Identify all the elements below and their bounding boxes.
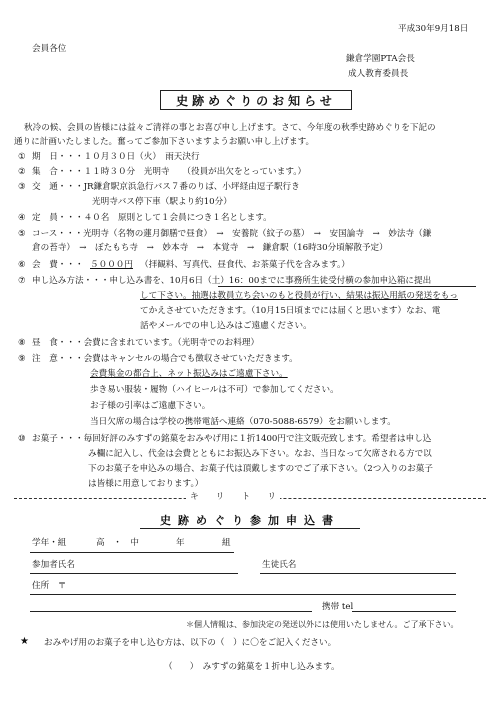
item-num: ① [18, 152, 26, 162]
student-name-field[interactable] [260, 573, 456, 574]
item-sweets-1: お菓子・・・毎回好評のみすずの銘菓をおみやげ用に１折1400円で注文販売致します。希望者は申し込 [32, 434, 432, 444]
item-caution-4: お子様の引率はご遠慮下さい。 [90, 401, 211, 411]
address-field-2[interactable] [30, 611, 312, 612]
grade-field[interactable] [30, 552, 234, 553]
item-num: ② [18, 167, 26, 177]
item-num: ⑥ [18, 260, 26, 270]
item-sweets-3: 下のお菓子を申込みの場合、お菓子代は頂戴しますのでご了承下さい。（2つ入りのお菓子 [88, 464, 433, 474]
document-date: 平成30年9月18日 [398, 24, 469, 34]
item-transport: 交 通・・・JR鎌倉駅京浜急行バス７番のりば、小坪経由逗子駅行き [32, 182, 300, 192]
item-lunch: 昼 食・・・会費に含まれています。（光明寺でのお料理） [32, 338, 260, 348]
school-levels: 高 ・ 中 [96, 538, 139, 548]
address-label: 住所 〒 [32, 581, 67, 591]
address-field[interactable] [30, 594, 456, 595]
addressee: 会員各位 [32, 44, 67, 54]
item-meeting: 集 合・・・１１時３０分 光明寺 （役員が出欠をとっています。） [32, 167, 307, 177]
item-fee-amount: ５０００円 [90, 260, 133, 270]
item-course: コース・・・光明寺（名物の蓮月御膳で昼食） → 安養院（紋子の墓） → 安国論寺 → 妙法寺（鎌 [32, 229, 432, 239]
souvenir-question: おみやげ用のお菓子を申し込む方は、以下の（ ）に〇をご記入ください。 [44, 638, 337, 648]
item-num: ⑩ [18, 434, 26, 444]
star-icon: ★ [20, 636, 29, 647]
mobile-field[interactable] [352, 611, 456, 612]
item-sweets-4: は皆様に用意しております。） [88, 479, 204, 489]
intro-line-1: 秋冷の候、会員の皆様には益々ご清祥の事とお喜び申し上げます。さて、今年度の秋季史跡めぐりを下記の [24, 123, 436, 133]
item-apply-3: てかえさせていただきます。（10月15日頃までには届くと思います）なお、電 [140, 306, 441, 316]
item-apply-1: 申し込み方法・・・申し込み書を、10月6日（土）16：00までに事務所生徒受付横の参加申込箱に提出 [32, 276, 432, 286]
item-sweets-2: み欄に記入し、代金は会費とともにお振込み下さい。なお、当日なって欠席される方で以 [88, 449, 432, 459]
notice-title: 史跡めぐりのお知らせ [160, 90, 352, 110]
item-date: 期 日・・・１０月３０日（火） 雨天決行 [32, 152, 200, 162]
item-fee-label: 会 費・・・ [32, 260, 84, 270]
grade-label: 学年・組 [32, 538, 67, 548]
item-capacity: 定 員・・・４０名 原則として１会員につき１名とします。 [32, 213, 272, 223]
intro-line-2: 通りに計画いたしました。奮ってご参加下さいますようお願い申し上げます。 [14, 137, 315, 147]
item-apply-4: 話やメールでの申し込みはご遠慮ください。 [140, 321, 312, 331]
item-caution-3: 歩き易い服装・履物（ハイヒールは不可）で参加してください。 [90, 385, 339, 395]
item-fee-note: （拝観料、写真代、昼食代、お茶菓子代を含みます。） [140, 260, 350, 270]
class-label: 組 [222, 538, 231, 548]
item-caution-1: 注 意・・・会費はキャンセルの場合でも徴収させていただきます。 [32, 354, 298, 364]
student-name-label: 生徒氏名 [262, 560, 297, 570]
phone-underline [186, 428, 344, 429]
item-num: ⑤ [18, 229, 26, 239]
item-num: ⑧ [18, 338, 26, 348]
cut-line-label: キ リ ト リ [186, 491, 280, 505]
item-apply-2: して下さい。抽選は教員立ち会いのもと役員が行い、結果は振込用紙の発送をもっ [140, 291, 458, 301]
year-label: 年 [176, 538, 185, 548]
deadline-underline [218, 286, 476, 287]
mobile-label: 携帯 tel [322, 602, 354, 612]
member-name-label: 参加者氏名 [32, 560, 75, 570]
form-title: 史跡めぐり参加申込書 [160, 514, 340, 527]
item-num: ⑨ [18, 354, 26, 364]
sender-org: 鎌倉学園PTA会長 [346, 54, 415, 64]
item-transport-2: 光明寺バス停下車（駅より約10分） [92, 197, 232, 207]
member-name-field[interactable] [30, 573, 238, 574]
item-caution-2: 会費集金の都合上、ネット振込みはご遠慮下さい。 [90, 369, 288, 379]
form-title-underline [140, 528, 360, 529]
sender-dept: 成人教育委員長 [348, 69, 409, 79]
privacy-note: ＊個人情報は、参加決定の発送以外には使用いたしません。ご了承下さい。 [186, 620, 459, 629]
item-course-2: 倉の苔寺） → ぼたもち寺 → 妙本寺 → 本覚寺 → 鎌倉駅（16時30分頃解散予定） [32, 243, 388, 253]
item-num: ③ [18, 182, 26, 192]
item-num: ⑦ [18, 276, 26, 286]
item-num: ④ [18, 213, 26, 223]
item-caution-5: 当日欠席の場合は学校の携帯電話へ連絡（070-5088-6579）をお願いします。 [90, 417, 396, 427]
souvenir-option[interactable]: （ ） みすずの銘菓を１折申し込みます。 [164, 662, 340, 672]
